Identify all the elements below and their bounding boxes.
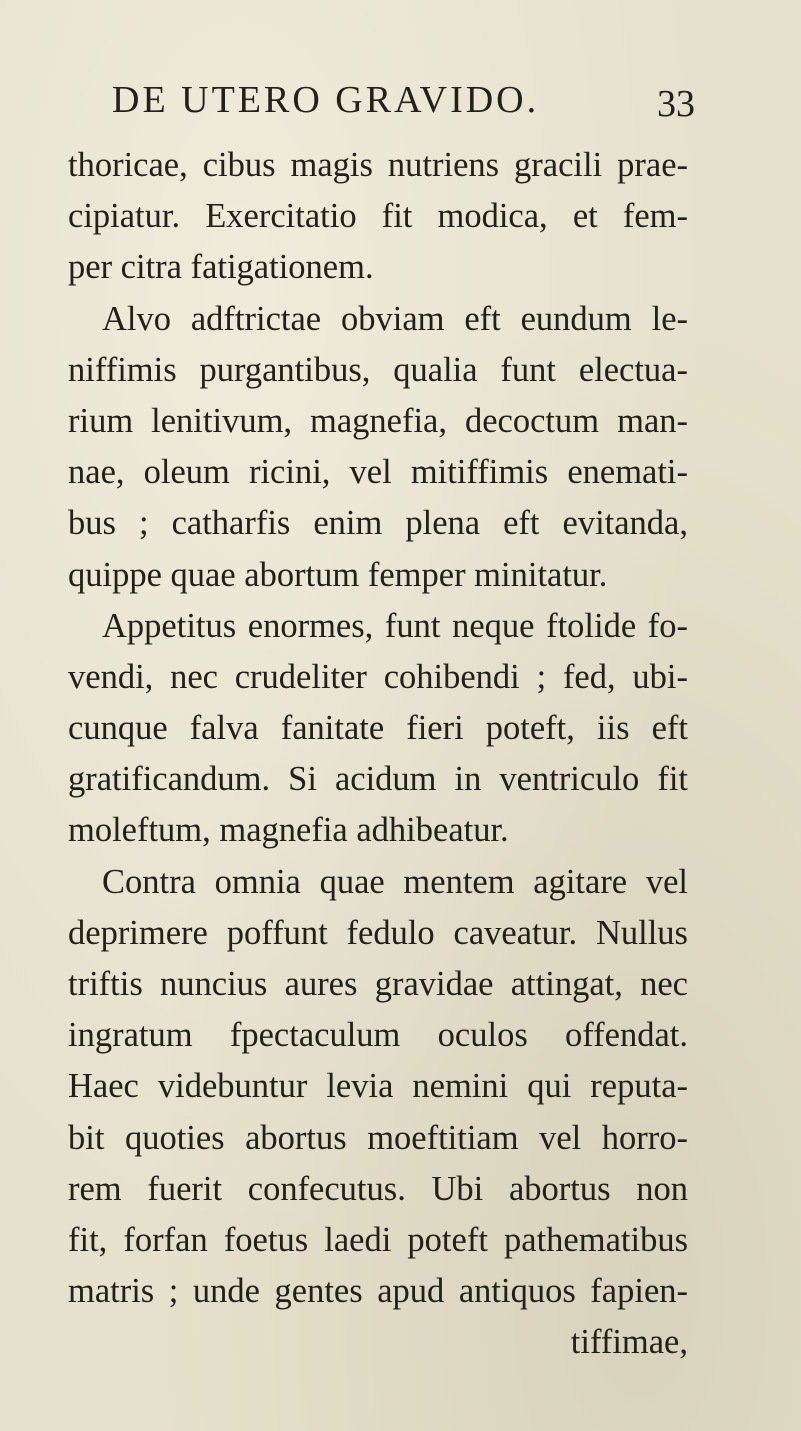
text-line: Haec videbuntur levia nemini qui reputa- — [68, 1067, 688, 1106]
text-line: moleftum, magnefia adhibeatur. — [68, 811, 509, 850]
text-line: rem fuerit confecutus. Ubi abortus non — [68, 1169, 688, 1208]
text-line: niffimis purgantibus, qualia funt electua- — [68, 350, 688, 389]
text-line: thoricae, cibus magis nutriens gracili prae- — [68, 146, 688, 184]
text-line: ingratum fpectaculum oculos offendat. — [68, 1016, 688, 1055]
text-line: gratificandum. Si acidum in ventriculo fit — [68, 760, 688, 799]
text-line: per citra fatigationem. — [68, 248, 374, 287]
body-text — [68, 140, 688, 1369]
text-line: triftis nuncius aures gravidae attingat, nec — [68, 965, 688, 1003]
text-line: Contra omnia quae mentem agitare vel — [102, 862, 688, 901]
page-number: 33 — [657, 83, 695, 125]
text-line: bus ; catharfis enim plena eft evitanda, — [68, 504, 688, 543]
running-head — [112, 78, 712, 128]
text-line: matris ; unde gentes apud antiquos fapien- — [68, 1272, 688, 1311]
text-line: vendi, nec crudeliter cohibendi ; fed, ubi- — [68, 657, 688, 696]
text-line: Appetitus enormes, funt neque ftolide fo- — [102, 606, 688, 645]
text-line: quippe quae abortum femper minitatur. — [68, 555, 608, 594]
running-title: DE UTERO GRAVIDO. — [112, 79, 540, 121]
text-line: cunque falva fanitate fieri poteft, iis eft — [68, 709, 688, 748]
text-line: fit, forfan foetus laedi poteft pathematibus — [68, 1220, 688, 1259]
text-line: deprimere poffunt fedulo caveatur. Nullus — [68, 913, 688, 952]
text-line: cipiatur. Exercitatio fit modica, et fem- — [68, 197, 688, 236]
text-line: nae, oleum ricini, vel mitiffimis enemati- — [68, 453, 688, 492]
text-line: bit quoties abortus moeftitiam vel horro- — [68, 1118, 688, 1157]
text-line: Alvo adftrictae obviam eft eundum le- — [102, 299, 688, 338]
catchword: tiffimae, — [570, 1323, 688, 1362]
text-line: rium lenitivum, magnefia, decoctum man- — [68, 401, 688, 440]
